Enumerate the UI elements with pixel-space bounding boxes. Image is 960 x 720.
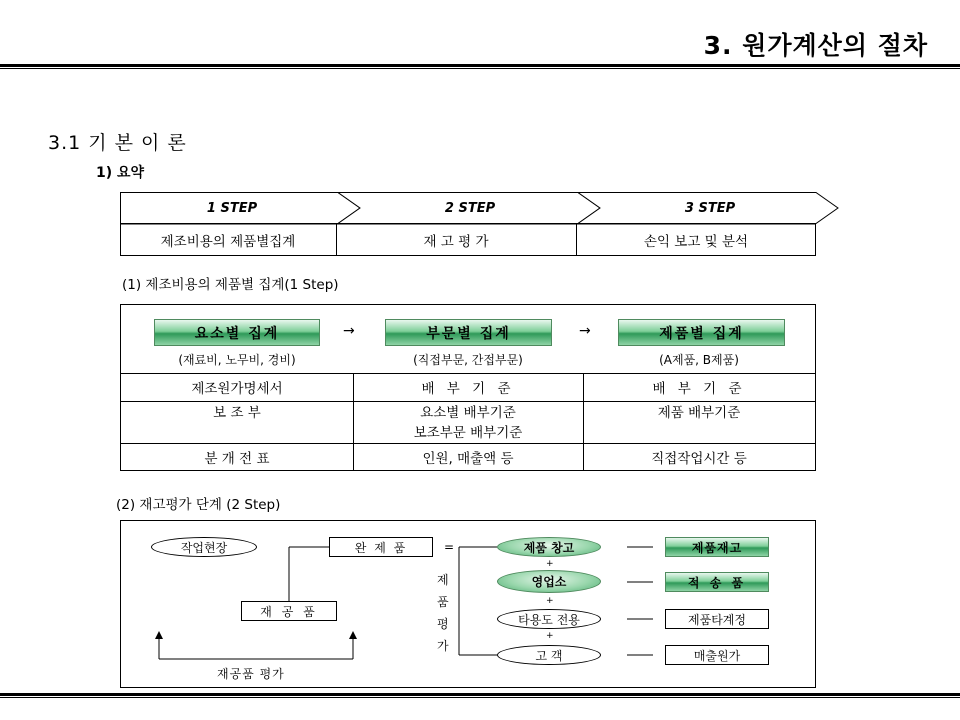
table-cell: 보 조 부 bbox=[213, 405, 261, 421]
equals-sign: = bbox=[444, 540, 455, 554]
arrow-icon: → bbox=[579, 323, 591, 339]
product-eval-char: 제 bbox=[437, 573, 449, 587]
header-rule-thin bbox=[0, 68, 960, 69]
stage-element-total: 요소별 집계 bbox=[154, 319, 320, 346]
table-cell: 인원, 매출액 등 bbox=[422, 450, 514, 467]
dest-sales-office: 영업소 bbox=[497, 570, 601, 593]
step-1-header: 1 STEP bbox=[206, 200, 258, 216]
table-cell: 요소별 배부기준 bbox=[420, 405, 516, 421]
result-consignment: 적 송 품 bbox=[665, 572, 769, 592]
step-2-desc: 재 고 평 가 bbox=[423, 234, 489, 250]
summary-label: 1) 요약 bbox=[96, 165, 145, 181]
step1-table bbox=[120, 304, 816, 471]
plus-sign: + bbox=[546, 596, 554, 606]
footer-rule bbox=[0, 693, 960, 696]
table-cell: 분 개 전 표 bbox=[204, 450, 270, 467]
header-rule bbox=[0, 64, 960, 67]
dest-product-warehouse: 제품 창고 bbox=[497, 537, 601, 557]
product-eval-char: 가 bbox=[437, 639, 449, 653]
section-title: 3.1 기 본 이 론 bbox=[48, 132, 187, 154]
step-3-header: 3 STEP bbox=[684, 200, 736, 216]
finished-goods-box: 완 제 품 bbox=[329, 537, 433, 557]
stage-product-note: (A제품, B제품) bbox=[659, 352, 739, 367]
page-title: 3. 원가계산의 절차 bbox=[703, 31, 928, 60]
result-product-other-account: 제품타계정 bbox=[665, 609, 769, 629]
result-cost-of-sales: 매출원가 bbox=[665, 645, 769, 665]
result-product-stock: 제품재고 bbox=[665, 537, 769, 557]
wip-box: 재 공 품 bbox=[241, 601, 337, 621]
step2-caption: (2) 재고평가 단계 (2 Step) bbox=[116, 497, 281, 513]
dest-customer: 고 객 bbox=[497, 645, 601, 665]
table-cell: 제품 배부기준 bbox=[657, 405, 741, 421]
stage-department-note: (직접부문, 간접부문) bbox=[413, 352, 523, 367]
wip-eval-label: 재공품 평가 bbox=[217, 667, 285, 681]
plus-sign: + bbox=[546, 559, 554, 569]
step-1-desc: 제조비용의 제품별집계 bbox=[160, 234, 296, 250]
step-2-header: 2 STEP bbox=[444, 200, 496, 216]
stage-element-note: (재료비, 노무비, 경비) bbox=[178, 352, 296, 367]
arrow-icon: → bbox=[343, 323, 355, 339]
work-site-oval: 작업현장 bbox=[151, 537, 257, 557]
step-3-desc: 손익 보고 및 분석 bbox=[643, 234, 749, 250]
table-cell: 배 부 기 준 bbox=[652, 381, 746, 397]
step-summary bbox=[120, 192, 816, 256]
footer-rule-thin bbox=[0, 697, 960, 698]
table-cell: 제조원가명세서 bbox=[191, 381, 283, 397]
product-eval-char: 품 bbox=[437, 595, 449, 609]
product-eval-char: 평 bbox=[437, 617, 449, 631]
stage-department-total: 부문별 집계 bbox=[385, 319, 552, 346]
dest-other-use: 타용도 전용 bbox=[497, 609, 601, 629]
table-cell: 보조부문 배부기준 bbox=[413, 425, 523, 441]
table-cell: 직접작업시간 등 bbox=[651, 450, 747, 467]
plus-sign: + bbox=[546, 631, 554, 641]
table-cell: 배 부 기 준 bbox=[421, 381, 515, 397]
step1-caption: (1) 제조비용의 제품별 집계(1 Step) bbox=[122, 277, 339, 293]
stage-product-total: 제품별 집계 bbox=[618, 319, 785, 346]
step2-diagram bbox=[120, 520, 816, 688]
